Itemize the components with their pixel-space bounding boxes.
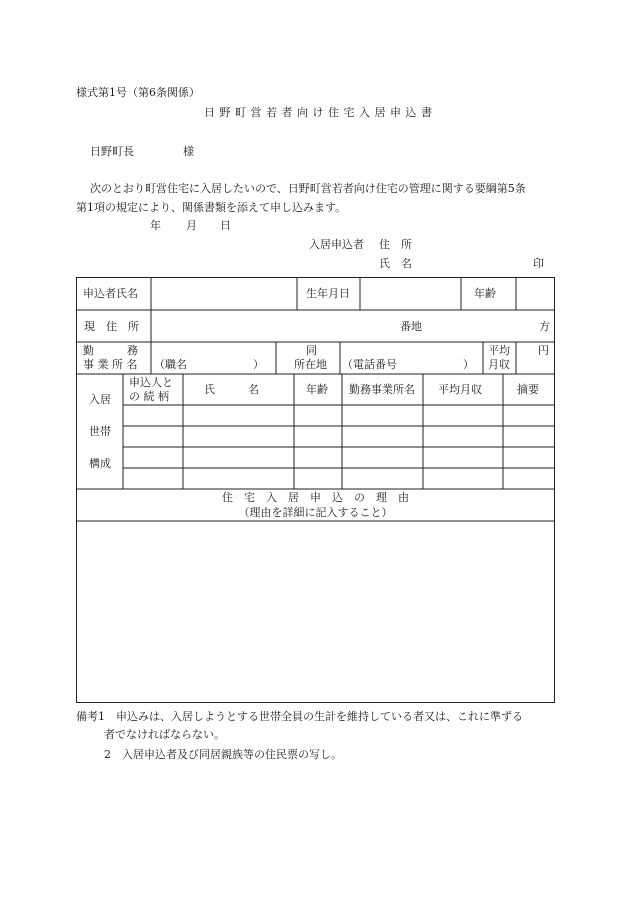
household-label-1: 入居: [89, 393, 111, 406]
location-header-line-2: 所在地: [294, 358, 327, 371]
addressee-honorific: 様: [183, 145, 194, 158]
member-name-header: 氏 名: [204, 383, 259, 396]
job-title-field[interactable]: （職名 ）: [154, 358, 264, 371]
current-address-header: 現 住 所: [84, 320, 139, 333]
date-year: 年: [150, 219, 161, 232]
reason-text-area[interactable]: [78, 523, 553, 701]
form-title: 日 野 町 営 若 者 向 け 住 宅 入 居 申 込 書: [204, 106, 433, 119]
location-header-line-1: 同: [306, 344, 317, 357]
note-line-2: 者でなければならない。: [104, 728, 225, 741]
yen-label: 円: [538, 344, 549, 357]
applicant-address-label: 住 所: [379, 238, 412, 251]
member-workplace-header: 勤務事業所名: [349, 383, 415, 396]
member-income-header: 平均月収: [438, 383, 482, 396]
note-line-1: 備考1 申込みは、入居しようとする世帯全員の生計を維持している者又は、これに準ずる: [76, 710, 523, 723]
household-row[interactable]: [124, 469, 554, 488]
seal-mark: 印: [533, 257, 544, 270]
kata-label: 方: [539, 320, 550, 333]
household-row[interactable]: [124, 448, 554, 467]
member-age-header: 年齢: [306, 383, 328, 396]
household-row[interactable]: [124, 406, 554, 425]
note-line-3: 2 入居申込者及び同居親族等の住民票の写し。: [104, 748, 342, 761]
body-text-line-1: 次のとおり町営住宅に入居したいので、日野町営若者向け住宅の管理に関する要綱第5条: [90, 182, 526, 195]
date-month: 月: [186, 219, 197, 232]
applicant-name-header: 申込者氏名: [83, 287, 138, 300]
average-income-header-line-2: 月収: [488, 358, 510, 371]
reason-subtitle: （理由を詳細に記入すること）: [238, 506, 393, 519]
birth-date-field[interactable]: [364, 280, 458, 307]
addressee-name: 日野町長: [90, 145, 134, 158]
phone-number-field[interactable]: （電話番号 ）: [342, 358, 474, 371]
applicant-name-field[interactable]: [156, 280, 294, 307]
member-remarks-header: 摘要: [517, 383, 539, 396]
workplace-header-line-2: 事 業 所 名: [83, 358, 138, 371]
banchi-label: 番地: [400, 320, 422, 333]
body-text-line-2: 第1項の規定により、関係書類を添えて申し込みます。: [76, 201, 347, 214]
relation-header-line-1: 申込人と: [129, 376, 173, 389]
date-day: 日: [220, 219, 231, 232]
relation-header-line-2: の 続 柄: [129, 390, 169, 403]
average-income-header-line-1: 平均: [488, 344, 510, 357]
application-form-table: [76, 277, 555, 703]
form-number: 様式第1号（第6条関係）: [76, 86, 200, 99]
current-address-field[interactable]: [156, 313, 552, 340]
applicant-label: 入居申込者: [309, 238, 364, 251]
applicant-name-label: 氏 名: [379, 257, 412, 270]
household-label-3: 構成: [89, 457, 111, 470]
birth-date-header: 生年月日: [306, 287, 350, 300]
household-row[interactable]: [124, 427, 554, 446]
age-header: 年齢: [474, 287, 496, 300]
reason-title: 住 宅 入 居 申 込 の 理 由: [222, 491, 409, 504]
household-label-2: 世帯: [89, 425, 111, 438]
age-field[interactable]: [520, 280, 552, 307]
workplace-header-line-1: 勤 務: [83, 344, 138, 357]
